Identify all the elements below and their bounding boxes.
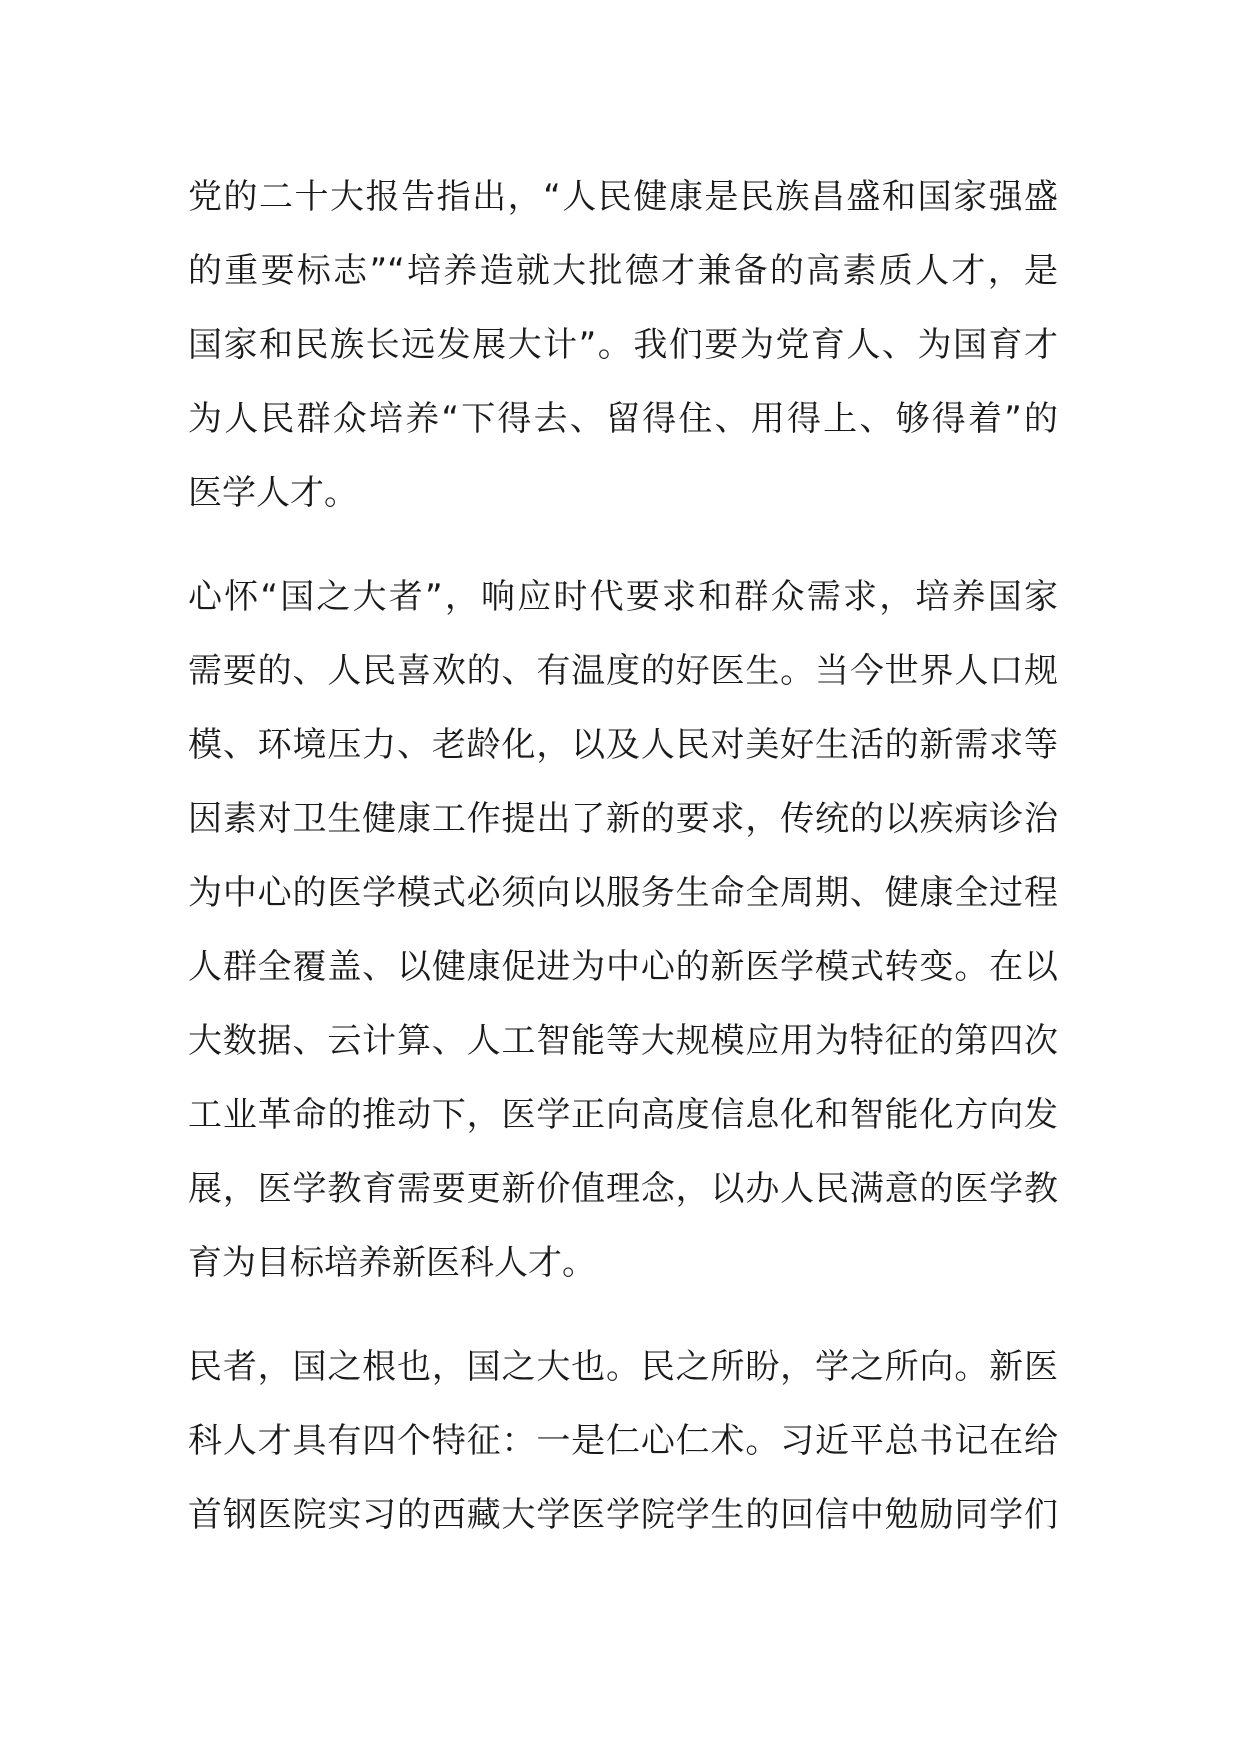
paragraph-line: 人群全覆盖、以健康促进为中心的新医学模式转变。在以 xyxy=(188,947,1058,987)
paragraph-line: 的重要标志”“培养造就大批德才兼备的高素质人才，是 xyxy=(188,251,1058,291)
paragraph-line: 育为目标培养新医科人才。 xyxy=(188,1243,596,1283)
paragraph-line: 国家和民族长远发展大计”。我们要为党育人、为国育才 xyxy=(188,325,1058,365)
paragraph-spacer xyxy=(188,1300,1058,1330)
paragraph-1 xyxy=(188,160,1058,530)
paragraph-line: 展，医学教育需要更新价值理念，以办人民满意的医学教 xyxy=(188,1169,1058,1209)
paragraph-line: 心怀“国之大者”，响应时代要求和群众需求，培养国家 xyxy=(188,577,1058,617)
paragraph-line: 首钢医院实习的西藏大学医学院学生的回信中勉励同学们 xyxy=(188,1495,1058,1535)
paragraph-line: 因素对卫生健康工作提出了新的要求，传统的以疾病诊治 xyxy=(188,799,1058,839)
paragraph-2 xyxy=(188,560,1058,1300)
paragraph-line: 需要的、人民喜欢的、有温度的好医生。当今世界人口规 xyxy=(188,651,1058,691)
paragraph-line: 医学人才。 xyxy=(188,473,358,513)
paragraph-spacer xyxy=(188,530,1058,560)
paragraph-line: 民者，国之根也，国之大也。民之所盼，学之所向。新医 xyxy=(188,1347,1058,1387)
paragraph-line: 工业革命的推动下，医学正向高度信息化和智能化方向发 xyxy=(188,1095,1058,1135)
paragraph-line: 大数据、云计算、人工智能等大规模应用为特征的第四次 xyxy=(188,1021,1058,1061)
paragraph-3 xyxy=(188,1330,1058,1552)
paragraph-line: 为中心的医学模式必须向以服务生命全周期、健康全过程 xyxy=(188,873,1058,913)
paragraph-line: 党的二十大报告指出，“人民健康是民族昌盛和国家强盛 xyxy=(188,177,1058,217)
document-body xyxy=(188,160,1058,1552)
paragraph-line: 模、环境压力、老龄化，以及人民对美好生活的新需求等 xyxy=(188,725,1058,765)
paragraph-line: 为人民群众培养“下得去、留得住、用得上、够得着”的 xyxy=(188,399,1058,439)
paragraph-line: 科人才具有四个特征：一是仁心仁术。习近平总书记在给 xyxy=(188,1421,1058,1461)
